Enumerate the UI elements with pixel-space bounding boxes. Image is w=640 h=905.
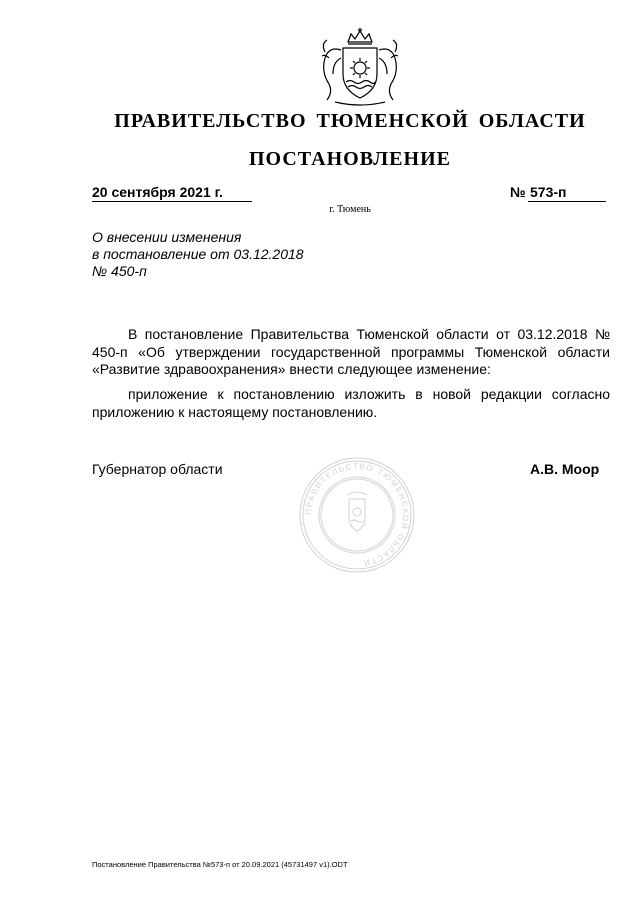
signer-name: А.В. Моор — [530, 461, 600, 477]
subject-line-3: № 450-п — [92, 263, 147, 279]
official-seal-icon — [297, 455, 417, 575]
body-paragraph-2: приложение к постановлению изложить в новой редакции согласно приложению к настоящему постановлению. — [92, 386, 610, 420]
seal-text: ПРАВИТЕЛЬСТВО ТЮМЕНСКОЙ ОБЛАСТИ — [303, 461, 411, 568]
subject-line-1: О внесении изменения — [92, 229, 242, 245]
document-number: 573-п — [528, 184, 606, 202]
signer-title: Губернатор области — [92, 461, 223, 477]
footer-file-reference: Постановление Правительства №573-п от 20.09.2021 (45731497 v1).ODT — [92, 860, 348, 869]
svg-text:ПРАВИТЕЛЬСТВО ТЮМЕНСКОЙ ОБЛАСТ — [304, 462, 410, 568]
number-sign: № — [510, 184, 526, 200]
document-subject — [92, 229, 304, 280]
subject-line-2: в постановление от 03.12.2018 — [92, 246, 304, 262]
document-type-title: ПОСТАНОВЛЕНИЕ — [249, 148, 451, 170]
city-label: г. Тюмень — [329, 204, 371, 215]
government-title: ПРАВИТЕЛЬСТВО ТЮМЕНСКОЙ ОБЛАСТИ — [114, 110, 586, 132]
document-date: 20 сентября 2021 г. — [92, 184, 252, 202]
body-paragraph-1: В постановление Правительства Тюменской области от 03.12.2018 № 450-п «Об утверждении государственной программы Тюменской области «Развитие здравоохранения» внести следующее изменение: — [92, 326, 610, 377]
coat-of-arms-icon — [315, 28, 405, 108]
